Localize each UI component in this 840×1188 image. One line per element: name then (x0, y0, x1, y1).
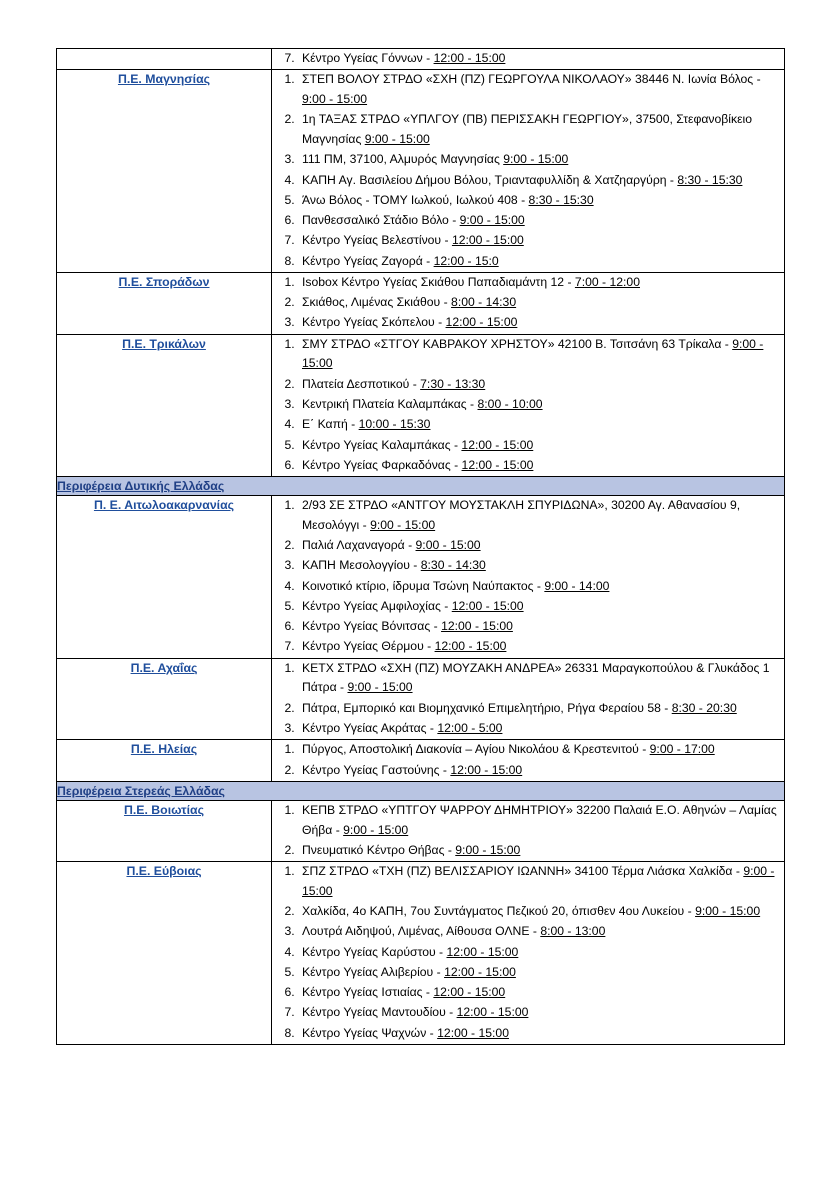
site-list (272, 801, 784, 861)
table-row (57, 862, 785, 1045)
region-name-cell (57, 800, 272, 861)
site-hours: 7:30 - 13:30 (420, 376, 486, 391)
table-row (57, 781, 785, 800)
list-item (298, 150, 784, 170)
region-name-label[interactable]: Π.Ε. Βοιωτίας (123, 802, 205, 817)
list-item (298, 70, 784, 110)
site-description: ΣΠΖ ΣΤΡΔΟ «ΤΧΗ (ΠΖ) ΒΕΛΙΣΣΑΡΙΟΥ ΙΩΑΝΝΗ» 34100 Τέρμα Λιάσκα Χαλκίδα - (302, 864, 744, 879)
list-item (298, 313, 784, 333)
list-item (298, 335, 784, 375)
site-description: Κέντρο Υγείας Μαντουδίου - (302, 1005, 457, 1020)
site-description: Ε΄ Καπή - (302, 417, 359, 432)
list-item (298, 496, 784, 536)
list-item (298, 415, 784, 435)
site-hours: 9:00 - 15:00 (455, 842, 521, 857)
site-list (272, 496, 784, 657)
list-item (298, 740, 784, 760)
list-item (298, 436, 784, 456)
site-hours: 12:00 - 15:00 (450, 762, 523, 777)
site-list (272, 335, 784, 476)
site-hours: 9:00 - 15:00 (459, 213, 525, 228)
region-name-cell (57, 49, 272, 70)
site-hours: 9:00 - 15:00 (370, 517, 436, 532)
region-name-cell (57, 272, 272, 334)
site-description: Πάτρα, Εμπορικό και Βιομηχανικό Επιμελητήριο, Ρήγα Φεραίου 58 - (302, 700, 672, 715)
site-description: Κέντρο Υγείας Φαρκαδόνας - (302, 457, 462, 472)
site-hours: 8:00 - 14:30 (451, 295, 517, 310)
site-hours: 9:00 - 15:00 (347, 680, 413, 695)
region-name-label[interactable]: Π.Ε. Εύβοιας (126, 864, 202, 879)
region-name-label[interactable]: Π.Ε. Μαγνησίας (117, 72, 211, 87)
region-banner-label: Περιφέρεια Δυτικής Ελλάδας (57, 479, 225, 494)
site-hours: 8:00 - 10:00 (477, 397, 543, 412)
site-list (272, 70, 784, 271)
site-list-cell (272, 740, 785, 782)
site-description: Κέντρο Υγείας Καρύστου - (302, 944, 447, 959)
list-item (298, 659, 784, 699)
site-description: Κέντρο Υγείας Αμφιλοχίας - (302, 598, 452, 613)
site-hours: 9:00 - 14:00 (544, 578, 610, 593)
site-hours: 12:00 - 5:00 (437, 721, 503, 735)
site-description: ΚΑΠΗ Αγ. Βασιλείου Δήμου Βόλου, Τριανταφυλλίδη & Χατζηαργύρη - (302, 172, 678, 187)
site-description: Κέντρο Υγείας Θέρμου - (302, 639, 435, 654)
list-item (298, 211, 784, 231)
vaccination-sites-table (56, 48, 785, 1045)
list-item (298, 252, 784, 272)
site-hours: 8:30 - 20:30 (671, 700, 737, 715)
region-name-label[interactable]: Π.Ε. Αχαΐας (130, 660, 198, 675)
site-list-cell (272, 49, 785, 70)
region-name-cell (57, 334, 272, 476)
site-list (272, 273, 784, 333)
table-row (57, 49, 785, 70)
site-description: Κέντρο Υγείας Σκόπελου - (302, 315, 446, 330)
table-row (57, 800, 785, 861)
table-row (57, 496, 785, 659)
site-description: Κέντρο Υγείας Ακράτας - (302, 721, 438, 735)
table-row (57, 477, 785, 496)
site-description: Λουτρά Αιδηψού, Λιμένας, Αίθουσα ΟΛΝΕ - (302, 924, 541, 939)
site-list (272, 740, 784, 780)
site-hours: 12:00 - 15:00 (456, 1005, 529, 1020)
list-item (298, 801, 784, 841)
site-description: Παλιά Λαχαναγορά - (302, 538, 416, 553)
site-hours: 12:00 - 15:00 (461, 457, 534, 472)
site-description: Κέντρο Υγείας Βελεστίνου - (302, 233, 452, 248)
site-description: Κέντρο Υγείας Ιστιαίας - (302, 985, 434, 1000)
site-hours: 9:00 - 15:00 (343, 822, 409, 837)
site-description: Κέντρο Υγείας Καλαμπάκας - (302, 437, 462, 452)
table-row (57, 272, 785, 334)
site-description: Κοινοτικό κτίριο, ίδρυμα Τσώνη Ναύπακτος - (302, 578, 545, 593)
list-item (298, 699, 784, 719)
site-hours: 12:00 - 15:00 (461, 437, 534, 452)
site-description: ΚΑΠΗ Μεσολογγίου - (302, 558, 421, 573)
site-hours: 10:00 - 15:30 (358, 417, 431, 432)
site-description: Κέντρο Υγείας Γόννων - (302, 51, 434, 65)
region-name-cell (57, 70, 272, 273)
table-row (57, 334, 785, 476)
list-item (298, 273, 784, 293)
list-item (298, 171, 784, 191)
site-description: Κέντρο Υγείας Αλιβερίου - (302, 964, 445, 979)
region-name-label[interactable]: Π.Ε. Σποράδων (118, 274, 210, 289)
list-item (298, 943, 784, 963)
site-hours: 12:00 - 15:00 (441, 619, 513, 634)
site-hours: 9:00 - 15:00 (302, 336, 764, 371)
site-hours: 7:00 - 12:00 (574, 274, 640, 289)
list-item (298, 719, 784, 739)
site-hours: 8:00 - 13:00 (540, 924, 606, 939)
site-description: ΚΕΤΧ ΣΤΡΔΟ «ΣΧΗ (ΠΖ) ΜΟΥΖΑΚΗ ΑΝΔΡΕΑ» 26331 Μαραγκοπούλου & Γλυκάδος 1 Πάτρα - (302, 660, 770, 695)
site-hours: 8:30 - 15:30 (677, 172, 743, 187)
site-description: Πανθεσσαλικό Στάδιο Βόλο - (302, 213, 460, 228)
site-hours: 12:00 - 15:00 (433, 985, 506, 1000)
site-description: 1η ΤΑΞΑΣ ΣΤΡΔΟ «ΥΠΛΓΟΥ (ΠΒ) ΠΕΡΙΣΣΑΚΗ ΓΕΩΡΓΙΟΥ», 37500, Στεφανοβίκειο Μαγνησίας (302, 112, 753, 147)
site-hours: 12:00 - 15:00 (446, 944, 519, 959)
site-list-cell (272, 862, 785, 1045)
list-item (298, 110, 784, 150)
site-hours: 9:00 - 15:00 (364, 132, 430, 147)
list-item (298, 963, 784, 983)
site-hours: 12:00 - 15:00 (451, 598, 524, 613)
site-list (272, 659, 784, 739)
site-description: Κέντρο Υγείας Ψαχνών - (302, 1025, 438, 1040)
site-list-cell (272, 70, 785, 273)
site-description: 2/93 ΣΕ ΣΤΡΔΟ «ΑΝΤΓΟΥ ΜΟΥΣΤΑΚΛΗ ΣΠΥΡΙΔΩΝΑ», 30200 Αγ. Αθανασίου 9, Μεσολόγγι - (302, 498, 741, 532)
site-description: Isobox Κέντρο Υγείας Σκιάθου Παπαδιαμάντη 12 - (302, 274, 575, 289)
table-row (57, 740, 785, 782)
site-hours: 9:00 - 15:00 (302, 92, 368, 107)
list-item (298, 902, 784, 922)
list-item (298, 556, 784, 576)
region-name-cell (57, 496, 272, 659)
site-description: Πύργος, Αποστολική Διακονία – Αγίου Νικολάου & Κρεστενιτού - (302, 742, 650, 757)
list-item (298, 375, 784, 395)
site-list-cell (272, 272, 785, 334)
site-list-cell (272, 496, 785, 659)
list-item (298, 983, 784, 1003)
region-name-label[interactable]: Π.Ε. Ηλείας (130, 742, 198, 757)
list-item (298, 191, 784, 211)
site-description: Κέντρο Υγείας Βόνιτσας - (302, 619, 442, 634)
site-list (272, 49, 784, 69)
site-hours: 8:30 - 15:30 (528, 192, 594, 207)
list-item (298, 536, 784, 556)
site-hours: 12:00 - 15:00 (445, 315, 518, 330)
site-hours: 12:00 - 15:00 (434, 639, 507, 654)
site-hours: 12:00 - 15:00 (451, 233, 524, 248)
site-description: Κέντρο Υγείας Ζαγορά - (302, 253, 434, 268)
list-item (298, 922, 784, 942)
site-description: ΣΤΕΠ ΒΟΛΟΥ ΣΤΡΔΟ «ΣΧΗ (ΠΖ) ΓΕΩΡΓΟΥΛΑ ΝΙΚΟΛΑΟΥ» 38446 Ν. Ιωνία Βόλος - (302, 72, 761, 87)
list-item (298, 862, 784, 902)
site-list-cell (272, 334, 785, 476)
region-name-cell (57, 862, 272, 1045)
site-hours: 9:00 - 15:00 (503, 152, 569, 167)
site-description: Χαλκίδα, 4ο ΚΑΠΗ, 7ου Συντάγματος Πεζικού 20, όπισθεν 4ου Λυκείου - (302, 904, 696, 919)
list-item (298, 617, 784, 637)
site-description: Κεντρική Πλατεία Καλαμπάκας - (302, 397, 478, 412)
site-hours: 9:00 - 15:00 (415, 538, 481, 553)
list-item (298, 841, 784, 861)
site-hours: 12:00 - 15:0 (433, 253, 499, 268)
site-hours: 9:00 - 17:00 (649, 742, 715, 757)
site-description: Κέντρο Υγείας Γαστούνης - (302, 762, 451, 777)
site-description: Πνευματικό Κέντρο Θήβας - (302, 842, 456, 857)
list-item (298, 456, 784, 476)
list-item (298, 1024, 784, 1044)
region-banner-label: Περιφέρεια Στερεάς Ελλάδας (57, 783, 225, 798)
list-item (298, 1003, 784, 1023)
list-item (298, 49, 784, 69)
site-hours: 9:00 - 15:00 (695, 904, 761, 919)
site-description: Σκιάθος, Λιμένας Σκιάθου - (302, 295, 452, 310)
site-description: 111 ΠΜ, 37100, Αλμυρός Μαγνησίας (302, 152, 504, 167)
site-list-cell (272, 658, 785, 740)
site-list-cell (272, 800, 785, 861)
site-hours: 8:30 - 14:30 (420, 558, 486, 573)
site-description: ΚΕΠΒ ΣΤΡΔΟ «ΥΠΤΓΟΥ ΨΑΡΡΟΥ ΔΗΜΗΤΡΙΟΥ» 32200 Παλαιά Ε.Ο. Αθηνών – Λαμίας Θήβα - (302, 802, 777, 837)
region-name-cell (57, 740, 272, 782)
site-hours: 12:00 - 15:00 (444, 964, 516, 979)
site-list (272, 862, 784, 1043)
region-name-cell (57, 658, 272, 740)
site-hours: 12:00 - 15:00 (437, 1025, 509, 1040)
list-item (298, 761, 784, 781)
site-description: Άνω Βόλος - ΤΟΜΥ Ιωλκού, Ιωλκού 408 - (302, 192, 529, 207)
region-name-label[interactable]: Π.Ε. Τρικάλων (122, 336, 206, 351)
site-description: ΣΜΥ ΣΤΡΔΟ «ΣΤΓΟΥ ΚΑΒΡΑΚΟΥ ΧΡΗΣΤΟΥ» 42100 Β. Τσιτσάνη 63 Τρίκαλα - (302, 336, 733, 351)
table-body (57, 49, 785, 1045)
table-row (57, 70, 785, 273)
site-hours: 9:00 - 15:00 (302, 864, 775, 898)
region-banner-cell (57, 781, 785, 800)
list-item (298, 395, 784, 415)
site-hours: 12:00 - 15:00 (433, 51, 506, 65)
list-item (298, 231, 784, 251)
region-banner-cell (57, 477, 785, 496)
site-description: Πλατεία Δεσποτικού - (302, 376, 421, 391)
table-row (57, 658, 785, 740)
list-item (298, 597, 784, 617)
list-item (298, 577, 784, 597)
list-item (298, 293, 784, 313)
region-name-label[interactable]: Π. Ε. Αιτωλοακαρνανίας (93, 498, 235, 513)
list-item (298, 637, 784, 657)
